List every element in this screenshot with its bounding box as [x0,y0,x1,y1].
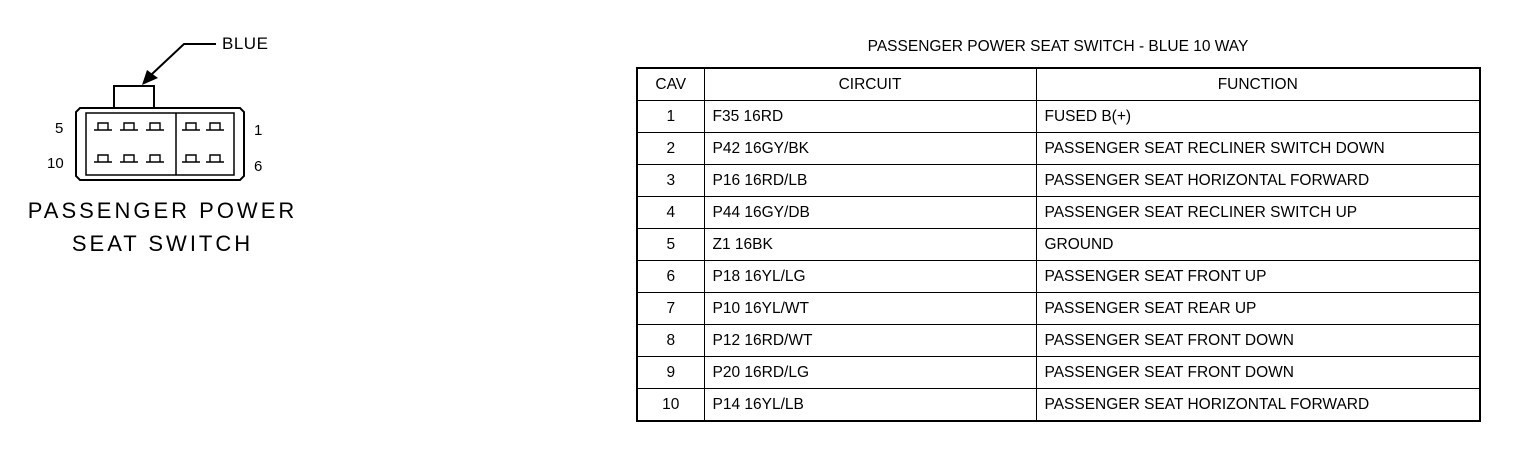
cell-function: FUSED B(+) [1036,101,1480,133]
leader-line [152,44,216,74]
cell-function: PASSENGER SEAT RECLINER SWITCH UP [1036,197,1480,229]
leader-arrowhead [142,70,158,85]
cell-cav: 2 [637,133,704,165]
table-row [637,101,1480,133]
table-row [637,357,1480,389]
table-row [637,165,1480,197]
cell-cav: 8 [637,325,704,357]
cell-function: PASSENGER SEAT RECLINER SWITCH DOWN [1036,133,1480,165]
cell-function: GROUND [1036,229,1480,261]
cell-function: PASSENGER SEAT HORIZONTAL FORWARD [1036,389,1480,422]
cell-circuit: P44 16GY/DB [704,197,1036,229]
cell-cav: 3 [637,165,704,197]
table-header-row [637,68,1480,101]
cell-cav: 4 [637,197,704,229]
connector-name-line2: SEAT SWITCH [71,231,254,256]
connector-diagram [0,0,600,458]
table-row [637,229,1480,261]
cell-circuit: P42 16GY/BK [704,133,1036,165]
cell-circuit: P14 16YL/LB [704,389,1036,422]
cell-cav: 7 [637,293,704,325]
table-row [637,325,1480,357]
header-cav: CAV [637,68,704,101]
pin-label-10: 10 [47,155,64,172]
cell-cav: 6 [637,261,704,293]
header-function: FUNCTION [1036,68,1480,101]
pin-label-5: 5 [55,120,64,137]
cell-function: PASSENGER SEAT FRONT DOWN [1036,325,1480,357]
connector-latch [114,86,154,108]
cell-function: PASSENGER SEAT FRONT UP [1036,261,1480,293]
header-circuit: CIRCUIT [704,68,1036,101]
cell-circuit: P18 16YL/LG [704,261,1036,293]
connector-housing [76,108,244,180]
cell-circuit: P12 16RD/WT [704,325,1036,357]
cell-function: PASSENGER SEAT HORIZONTAL FORWARD [1036,165,1480,197]
pin-label-1: 1 [254,122,263,139]
table-row [637,197,1480,229]
cell-cav: 10 [637,389,704,422]
cell-cav: 9 [637,357,704,389]
pin-label-6: 6 [254,158,263,175]
cell-cav: 1 [637,101,704,133]
cell-function: PASSENGER SEAT FRONT DOWN [1036,357,1480,389]
connector-name-line1: PASSENGER POWER [27,198,298,223]
cell-function: PASSENGER SEAT REAR UP [1036,293,1480,325]
table-row [637,261,1480,293]
cell-circuit: Z1 16BK [704,229,1036,261]
table-row [637,293,1480,325]
cell-circuit: P10 16YL/WT [704,293,1036,325]
cell-cav: 5 [637,229,704,261]
table-row [637,389,1480,422]
cell-circuit: P20 16RD/LG [704,357,1036,389]
pinout-table [636,67,1481,422]
connector-color-label: BLUE [222,34,269,53]
table-row [637,133,1480,165]
table-title: PASSENGER POWER SEAT SWITCH - BLUE 10 WAY [867,38,1249,55]
cell-circuit: P16 16RD/LB [704,165,1036,197]
cell-circuit: F35 16RD [704,101,1036,133]
